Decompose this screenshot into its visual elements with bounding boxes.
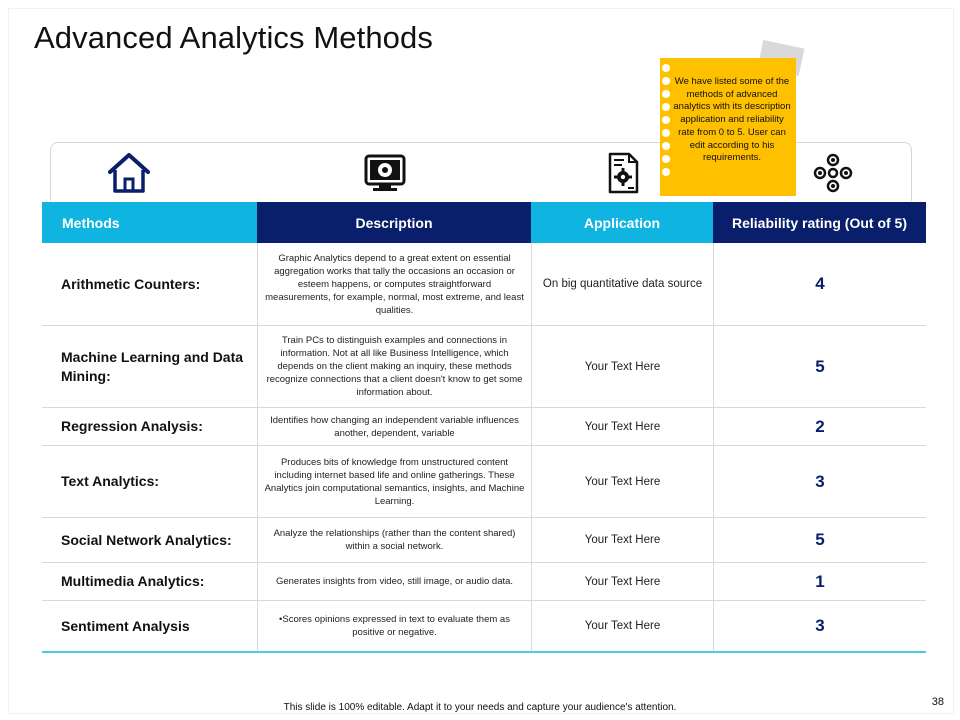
page-number: 38 — [931, 696, 944, 708]
method-description: Analyze the relationships (rather than the content shared) within a social network. — [257, 518, 531, 562]
table-row — [42, 326, 926, 408]
header-rating: Reliability rating (Out of 5) — [713, 202, 926, 243]
method-application: Your Text Here — [531, 518, 713, 562]
method-rating: 5 — [713, 326, 926, 407]
method-description: •Scores opinions expressed in text to evaluate them as positive or negative. — [257, 601, 531, 651]
header-description: Description — [257, 202, 531, 243]
method-description: Train PCs to distinguish examples and connections in information. Not at all like Business Intelligence, which depends on the client making an inquiry, these methods recognize connections that a client doesn't know to get some information about. — [257, 326, 531, 407]
method-rating: 3 — [713, 446, 926, 517]
method-name: Regression Analysis: — [61, 418, 203, 434]
method-application: Your Text Here — [531, 563, 713, 600]
table-row — [42, 518, 926, 563]
method-name: Machine Learning and Data Mining: — [61, 348, 244, 384]
footer-note: This slide is 100% editable. Adapt it to your needs and capture your audience's attention. — [283, 702, 677, 713]
method-application: On big quantitative data source — [531, 243, 713, 325]
method-rating: 4 — [713, 243, 926, 325]
method-application: Your Text Here — [531, 446, 713, 517]
method-rating: 5 — [713, 518, 926, 562]
monitor-icon — [362, 150, 408, 196]
document-gear-icon — [600, 150, 646, 196]
method-description: Generates insights from video, still image, or audio data. — [257, 563, 531, 600]
note-text: We have listed some of the methods of advanced analytics with its description application and reliability rate from 0 to 5. User can edit according to his requirements. — [673, 76, 791, 164]
method-application: Your Text Here — [531, 601, 713, 651]
method-name: Sentiment Analysis — [61, 617, 190, 634]
table-row — [42, 243, 926, 326]
gears-network-icon — [810, 150, 856, 196]
table-row — [42, 563, 926, 601]
method-name: Arithmetic Counters: — [61, 275, 201, 292]
header-application: Application — [531, 202, 713, 243]
method-name: Text Analytics: — [61, 473, 160, 489]
method-rating: 1 — [713, 563, 926, 600]
method-description: Graphic Analytics depend to a great extent on essential aggregation works that tally the occasions an occasion or esteem happens, or computes straightforward measurements, for example, normal, most extreme, and least qualities. — [257, 243, 531, 325]
page-title: Advanced Analytics Methods — [34, 20, 433, 55]
sticky-note — [660, 58, 796, 196]
table-row — [42, 601, 926, 653]
note-binding — [662, 64, 672, 181]
method-description: Produces bits of knowledge from unstructured content including internet based life and online gatherings. These Analytics join computational semantics, insights, and Machine Learning. — [257, 446, 531, 517]
table-row — [42, 408, 926, 446]
method-rating: 3 — [713, 601, 926, 651]
method-description: Identifies how changing an independent variable influences another, dependent, variable — [257, 408, 531, 445]
home-icon — [106, 150, 152, 196]
method-name: Social Network Analytics: — [61, 531, 232, 548]
method-application: Your Text Here — [531, 408, 713, 445]
table-row — [42, 446, 926, 518]
method-name: Multimedia Analytics: — [61, 573, 205, 589]
method-application: Your Text Here — [531, 326, 713, 407]
method-rating: 2 — [713, 408, 926, 445]
header-methods: Methods — [42, 202, 257, 243]
